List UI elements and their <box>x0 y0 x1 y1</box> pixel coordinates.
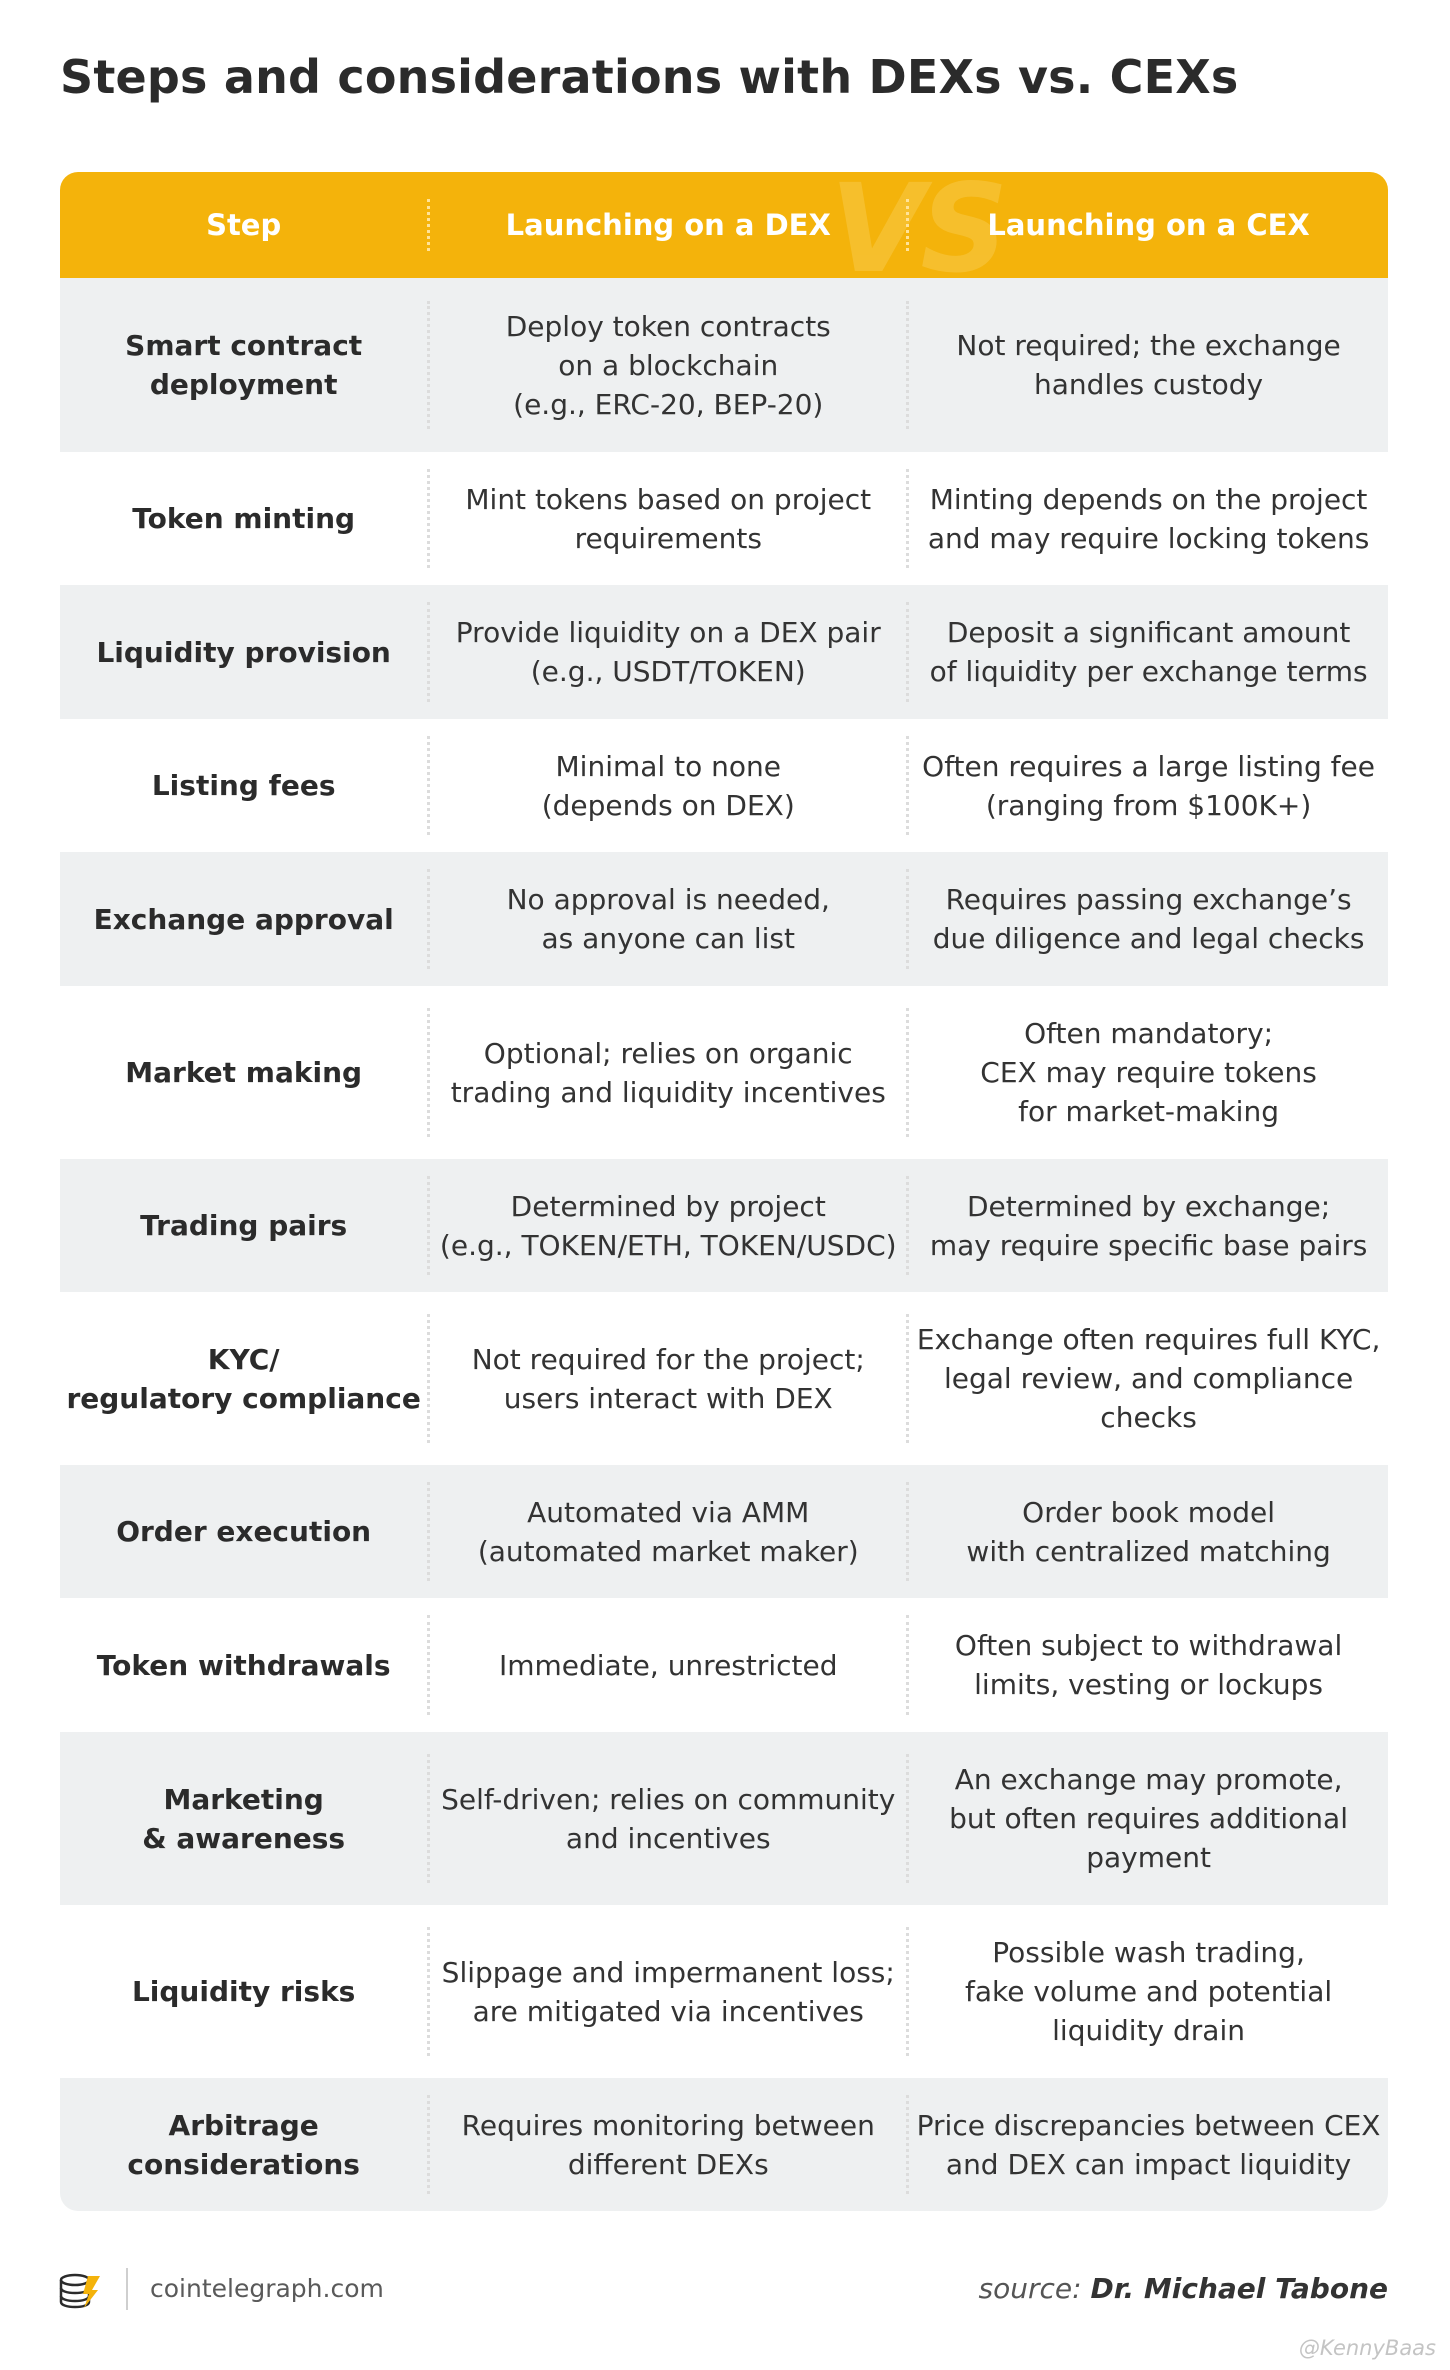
table-row <box>60 1159 1388 1292</box>
dex-cell: Deploy token contracts on a blockchain (e.g., ERC-20, BEP-20) <box>505 309 831 421</box>
vs-mark: VS <box>830 172 1005 300</box>
table-row <box>60 1905 1388 2078</box>
dex-cell: Not required for the project; users interact with DEX <box>471 1342 865 1415</box>
page-title: Steps and considerations with DEXs vs. CEXs <box>60 50 1239 104</box>
cex-cell: Requires passing exchange’s due diligence and legal checks <box>932 883 1365 955</box>
cex-cell: Order book model with centralized matching <box>966 1495 1331 1568</box>
cex-cell: Deposit a significant amount of liquidity per exchange terms <box>929 616 1368 688</box>
step-cell: KYC/ regulatory compliance <box>66 1342 421 1415</box>
table-row <box>60 1292 1388 1465</box>
dex-cell: Minimal to none (depends on DEX) <box>541 749 795 822</box>
cex-cell: Exchange often requires full KYC, legal review, and compliance checks <box>916 1323 1381 1434</box>
step-cell: Market making <box>125 1056 363 1089</box>
step-cell: Arbitrage considerations <box>127 2108 360 2181</box>
dex-cell: Immediate, unrestricted <box>498 1648 838 1682</box>
footer-divider <box>126 2268 128 2310</box>
cex-cell: Often subject to withdrawal limits, vesting or lockups <box>954 1629 1343 1701</box>
cex-cell: Minting depends on the project and may require locking tokens <box>927 482 1370 555</box>
header-cex: Launching on a CEX <box>987 208 1310 242</box>
dex-cell: Mint tokens based on project requirements <box>465 482 872 555</box>
step-cell: Marketing & awareness <box>142 1782 346 1855</box>
dex-cell: Self-driven; relies on community and incentives <box>441 1782 896 1855</box>
table-row <box>60 452 1388 585</box>
step-cell: Order execution <box>116 1515 372 1548</box>
step-cell: Liquidity provision <box>96 635 391 669</box>
dex-cell: Determined by project (e.g., TOKEN/ETH, TOKEN/USDC) <box>439 1189 897 1262</box>
header-dex: Launching on a DEX <box>505 208 831 242</box>
cex-cell: Possible wash trading, fake volume and potential liquidity drain <box>965 1936 1333 2047</box>
dex-cell: Optional; relies on organic trading and liquidity incentives <box>450 1036 886 1109</box>
table-row <box>60 278 1388 452</box>
source-credit <box>979 2272 1388 2305</box>
cex-cell: An exchange may promote, but often requires additional payment <box>949 1763 1348 1874</box>
table-row <box>60 1465 1388 1598</box>
header-step: Step <box>206 208 282 242</box>
step-cell: Token minting <box>132 502 356 535</box>
comparison-table <box>60 172 1388 2211</box>
dex-cell: Automated via AMM (automated market maker) <box>477 1495 859 1568</box>
step-cell: Smart contract deployment <box>125 329 363 401</box>
table-header <box>60 172 1388 300</box>
site-link[interactable]: cointelegraph.com <box>150 2274 384 2303</box>
cex-cell: Determined by exchange; may require specific base pairs <box>929 1189 1368 1262</box>
table-row <box>60 1732 1388 1905</box>
dex-cell: Slippage and impermanent loss; are mitigated via incentives <box>441 1955 895 2028</box>
step-cell: Listing fees <box>151 769 336 802</box>
table-row <box>60 719 1388 852</box>
table-row <box>60 585 1388 719</box>
watermark: @KennyBaas <box>1298 2336 1436 2360</box>
cex-cell: Not required; the exchange handles custody <box>956 329 1341 401</box>
step-cell: Exchange approval <box>93 902 394 936</box>
cointelegraph-logo-icon <box>58 2270 102 2310</box>
step-cell: Liquidity risks <box>131 1975 356 2008</box>
footer <box>58 2262 1388 2318</box>
table-row <box>60 2078 1388 2211</box>
source-prefix: source: <box>978 2272 1082 2305</box>
table-row <box>60 852 1388 986</box>
source-name: Dr. Michael Tabone <box>1090 2272 1388 2305</box>
cex-cell: Often requires a large listing fee (ranging from $100K+) <box>922 749 1375 822</box>
cex-cell: Price discrepancies between CEX and DEX can impact liquidity <box>916 2108 1381 2181</box>
dex-cell: No approval is needed, as anyone can list <box>506 883 830 955</box>
table-row <box>60 1598 1388 1732</box>
step-cell: Token withdrawals <box>96 1648 391 1682</box>
dex-cell: Requires monitoring between different DEXs <box>461 2108 875 2181</box>
step-cell: Trading pairs <box>140 1209 348 1242</box>
table-row <box>60 986 1388 1159</box>
cex-cell: Often mandatory; CEX may require tokens for market-making <box>980 1017 1317 1128</box>
dex-cell: Provide liquidity on a DEX pair (e.g., USDT/TOKEN) <box>455 616 881 688</box>
